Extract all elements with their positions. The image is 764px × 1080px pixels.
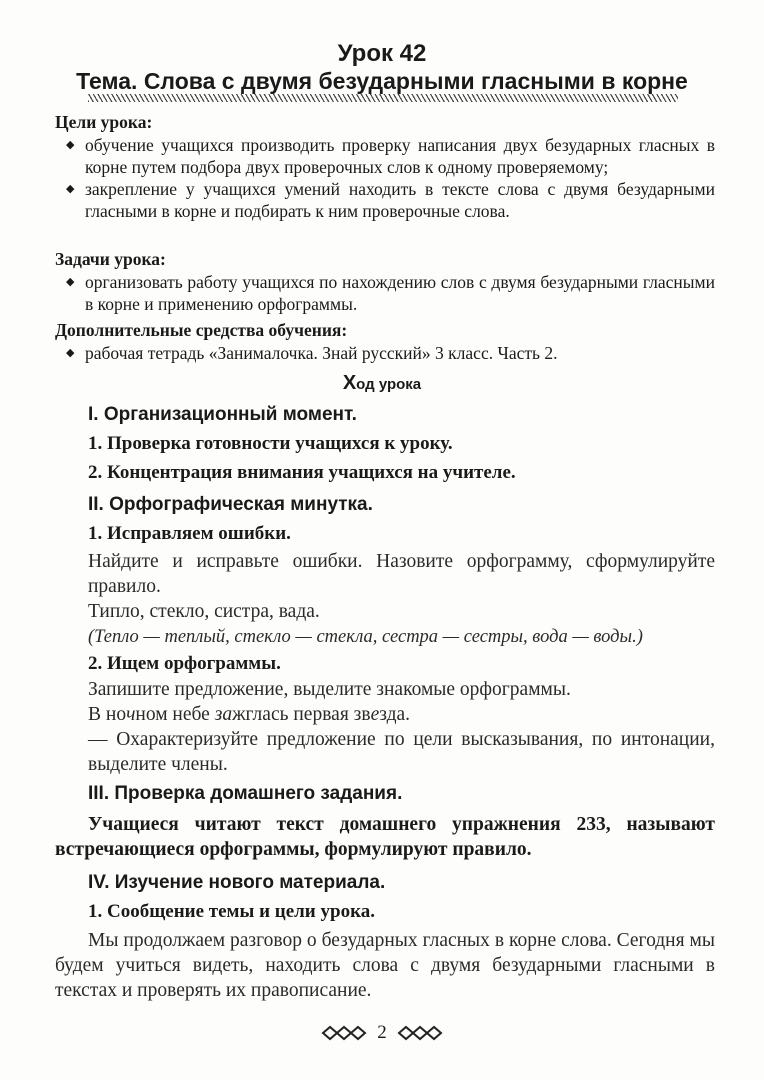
list-item — [55, 178, 715, 222]
diamond-bullet-icon: ◆ — [66, 347, 75, 359]
tasks-heading: Задачи урока: — [55, 249, 166, 269]
paragraph: — Охарактеризуйте предложение по цели высказывания, по интонации, выделите члены. — [88, 729, 715, 775]
subsection-heading: 2. Концентрация внимания учащихся на учителе. — [88, 462, 516, 483]
section-heading: II. Орфографическая минутка. — [88, 494, 373, 515]
subsection-heading: 1. Исправляем ошибки. — [88, 523, 291, 544]
tasks-block — [55, 247, 715, 315]
course-heading-rest: од урока — [356, 376, 422, 393]
goals-list — [55, 134, 715, 222]
course-heading-capital: Х — [342, 372, 357, 394]
page-footer — [0, 1022, 764, 1044]
diamond-bullet-icon: ◆ — [66, 183, 75, 195]
list-item-text: рабочая тетрадь «Занималочка. Знай русский» 3 класс. Часть 2. — [85, 343, 558, 363]
list-item-text: закрепление у учащихся умений находить в тексте слова с двумя безударными гласными в корне и подбирать к ним проверочные слова. — [85, 179, 715, 221]
list-item-text: обучение учащихся производить проверку написания двух безударных гласных в корне путем подбора двух проверочных слов к одному проверяемому; — [85, 135, 715, 177]
tools-heading: Дополнительные средства обучения: — [55, 320, 348, 340]
subsection-heading: 2. Ищем орфограммы. — [88, 653, 281, 674]
lesson-course-heading — [0, 372, 764, 395]
subsection-heading: 1. Проверка готовности учащихся к уроку. — [88, 433, 453, 454]
paragraph: Мы продолжаем разговор о безударных гласных в корне слова. Сегодня мы будем учиться видеть, находить слова с двумя безударными гласными в текстах и проверять их правописание. — [55, 930, 715, 1001]
section-heading: I. Организационный момент. — [88, 404, 357, 425]
list-item — [55, 271, 715, 315]
paragraph: Типло, стекло, систра, вада. — [88, 601, 320, 622]
paragraph: Найдите и исправьте ошибки. Назовите орфограмму, сформулируйте правило. — [88, 551, 715, 597]
text-run: зда. — [379, 704, 411, 725]
decorative-hatch-divider — [88, 94, 678, 102]
tools-block — [55, 318, 715, 364]
text-run: жглась первая зв — [232, 704, 371, 725]
list-item-text: организовать работу учащихся по нахождению слов с двумя безударными гласными в корне и применению орфограммы. — [85, 272, 715, 314]
paragraph: Запишите предложение, выделите знакомые орфограммы. — [88, 679, 571, 700]
example-sentence — [88, 702, 715, 727]
highlighted-letter: е — [370, 704, 380, 725]
section-heading: IV. Изучение нового материала. — [88, 872, 386, 893]
diamond-bullet-icon: ◆ — [66, 276, 75, 288]
highlighted-letter: ч — [126, 704, 136, 725]
answer-paragraph: (Тепло — теплый, стекло — стекла, сестра — сестры, вода — воды.) — [88, 627, 643, 647]
goals-block — [55, 110, 715, 222]
goals-heading: Цели урока: — [55, 112, 153, 132]
text-run: ном небе — [135, 704, 215, 725]
tasks-list — [55, 271, 715, 315]
list-item — [55, 134, 715, 178]
tools-list — [55, 342, 715, 364]
lesson-topic: Тема. Слова с двумя безударными гласными в корне — [76, 68, 688, 94]
diamond-bullet-icon: ◆ — [66, 139, 75, 151]
ornament-right-icon — [393, 1025, 443, 1041]
section-heading: III. Проверка домашнего задания. — [88, 783, 403, 804]
paragraph: Учащиеся читают текст домашнего упражнения 233, называют встречающиеся орфограммы, формулируют правило. — [55, 814, 715, 860]
subsection-heading: 1. Сообщение темы и цели урока. — [88, 901, 375, 922]
ornament-left-icon — [321, 1025, 371, 1041]
lesson-number: Урок 42 — [337, 40, 427, 67]
page-number: 2 — [377, 1022, 387, 1043]
text-run: В но — [88, 704, 127, 725]
highlighted-letter: за — [214, 704, 233, 725]
list-item — [55, 342, 715, 364]
